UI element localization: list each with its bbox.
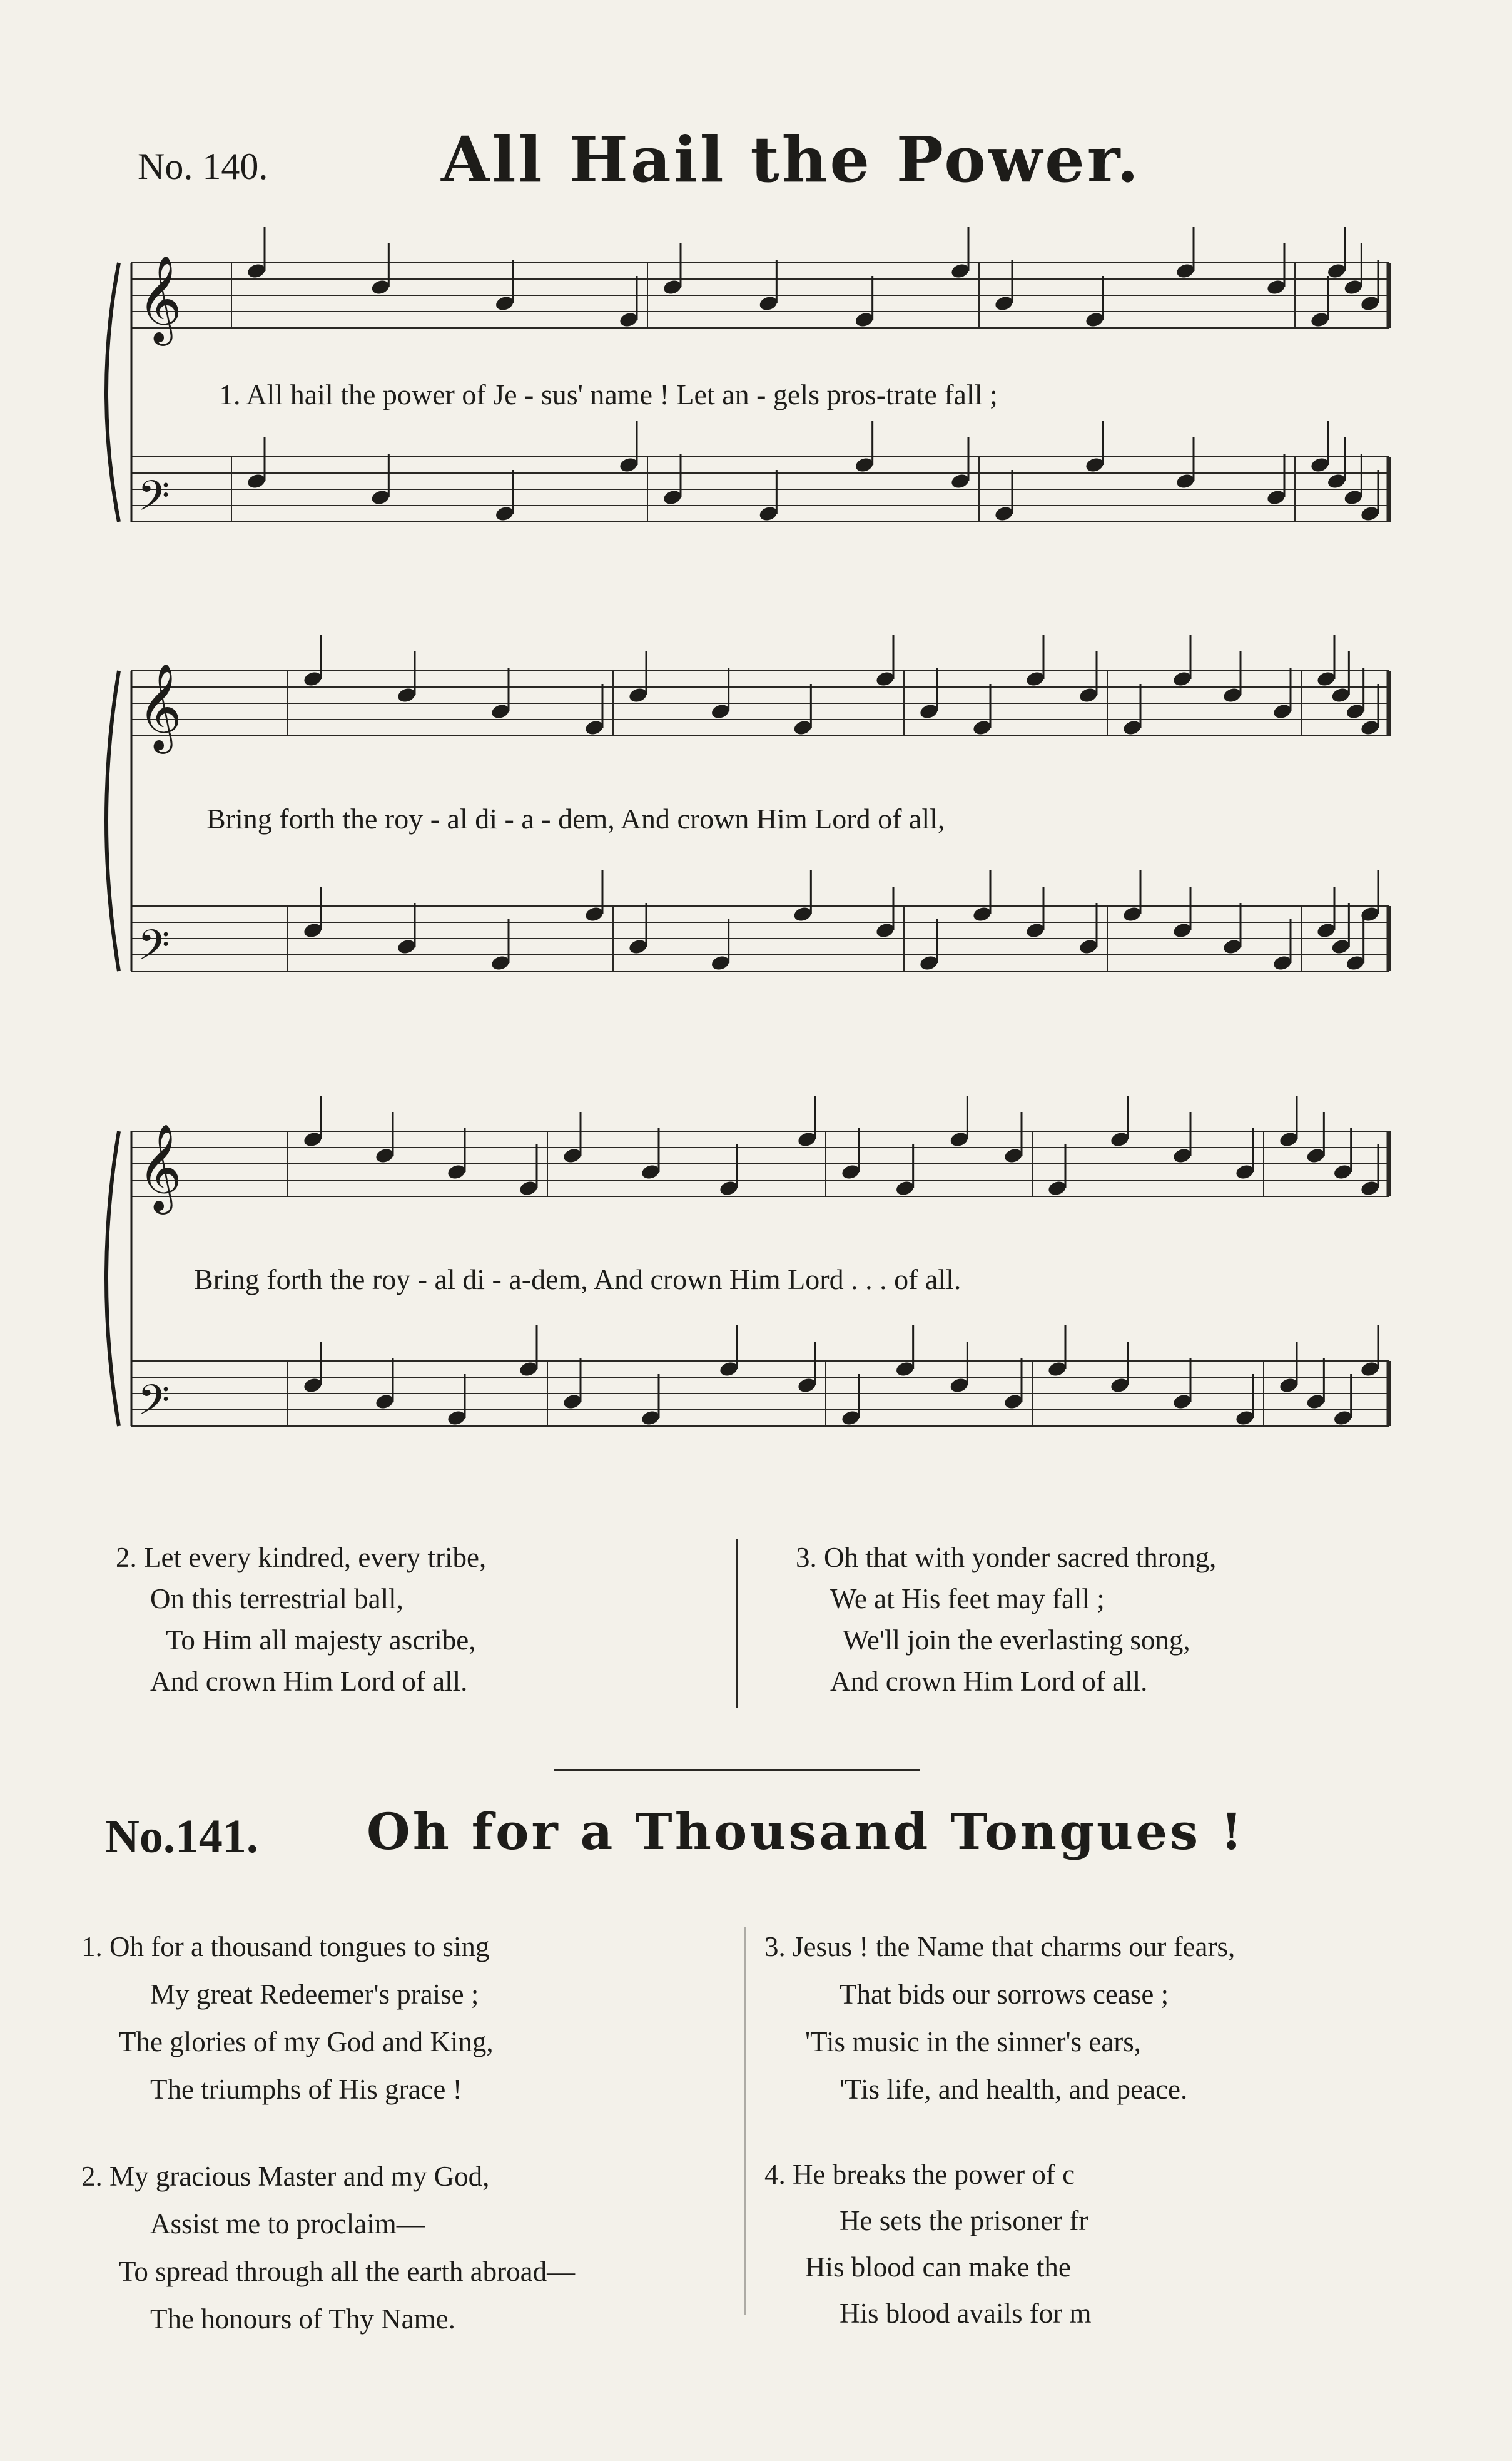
bass-clef-icon: 𝄢: [138, 921, 170, 979]
hymn-title: Oh for a Thousand Tongues !: [367, 1802, 1246, 1861]
verse-4: 4. He breaks the power of c He sets the prisoner fr His blood can make the His blood avails for m: [764, 2159, 1092, 2329]
hymn-title: All Hail the Power.: [441, 123, 1142, 196]
brace: [106, 263, 119, 522]
bass-clef-icon: 𝄢: [138, 472, 170, 530]
verse-1: 1. Oh for a thousand tongues to sing My great Redeemer's praise ; The glories of my God and King, The triumphs of His grace !: [81, 1931, 494, 2105]
lyric-line: Bring forth the roy - al di - a-dem, And crown Him Lord . . . of all.: [194, 1263, 961, 1295]
verse-3: 3. Oh that with yonder sacred throng, We at His feet may fall ; We'll join the everlasting song, And crown Him Lord of all.: [796, 1542, 1217, 1697]
treble-clef-icon: 𝄞: [138, 1124, 182, 1211]
treble-clef-icon: 𝄞: [138, 663, 182, 750]
music-system-1: [94, 250, 1420, 551]
column-divider: [744, 1927, 746, 2315]
verse-2: 2. Let every kindred, every tribe, On this terrestrial ball, To Him all majesty ascribe, And crown Him Lord of all.: [116, 1542, 487, 1697]
section-divider: [554, 1769, 920, 1771]
brace: [106, 671, 119, 971]
brace: [106, 1131, 119, 1426]
lyric-line: 1. All hail the power of Je - sus' name ! Let an - gels pros-trate fall ;: [219, 379, 998, 410]
column-divider: [736, 1539, 738, 1708]
hymn-number: No.141.: [105, 1810, 258, 1863]
music-system-3: [94, 1114, 1420, 1464]
treble-clef-icon: 𝄞: [138, 255, 182, 342]
bass-clef-icon: 𝄢: [138, 1376, 170, 1434]
hymn-number: No. 140.: [138, 146, 268, 187]
verse-2: 2. My gracious Master and my God, Assist me to proclaim— To spread through all the earth abroad— The honours of Thy Name.: [81, 2161, 576, 2335]
verse-3: 3. Jesus ! the Name that charms our fears, That bids our sorrows cease ; 'Tis music in the sinner's ears, 'Tis life, and health, and peace.: [764, 1931, 1235, 2105]
music-system-2: [94, 657, 1420, 1007]
lyric-line: Bring forth the roy - al di - a - dem, And crown Him Lord of all,: [206, 803, 945, 835]
